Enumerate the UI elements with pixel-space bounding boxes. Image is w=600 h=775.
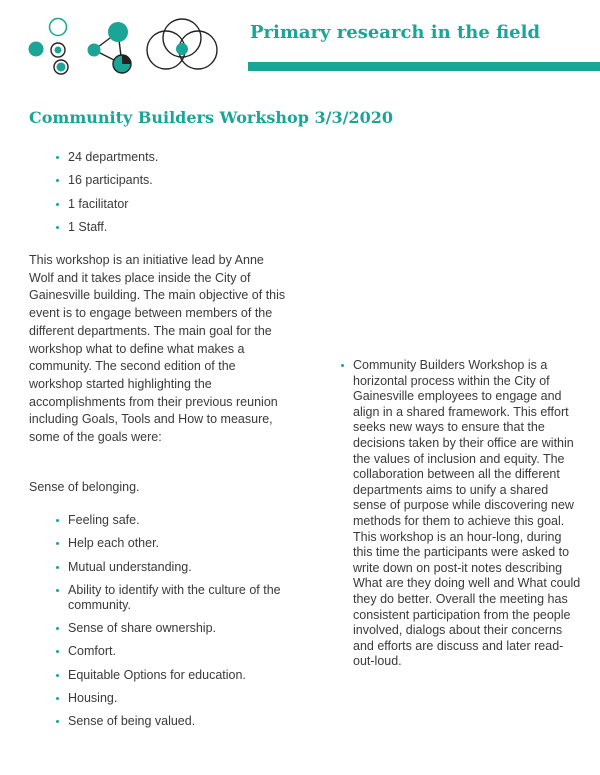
list-item: 1 facilitator <box>56 197 296 212</box>
workshop-description: Community Builders Workshop is a horizontal process within the City of Gainesville employees to engage and align in a shared framework. This effort seeks new ways to ensure that the decisions taken by their office are within the values of inclusion and equity. The collaboration between all the different departments aims to unify a shared sense of purpose while discovering new methods for them to achieve this goal. This workshop is an hour-long, during this time the participants were asked to write down on post-it notes describing What are they doing well and What could they do better. Overall the meeting has consistent participation from the people involved, dialogs about their concerns and efforts are discuss and later read-out-loud. <box>341 358 581 670</box>
page-title: Primary research in the field <box>250 22 541 43</box>
list-item: 16 participants. <box>56 173 296 188</box>
list-item: Comfort. <box>56 644 296 659</box>
header-accent-bar <box>248 62 600 71</box>
list-item: Sense of being valued. <box>56 714 296 729</box>
list-item: Equitable Options for education. <box>56 668 296 683</box>
list-item: Ability to identify with the culture of the community. <box>56 583 296 613</box>
stats-list <box>56 150 296 243</box>
list-item: Mutual understanding. <box>56 560 296 575</box>
workshop-description-list <box>341 358 581 670</box>
goals-list <box>56 513 296 738</box>
molecule-network-and-venn-circles-icon <box>22 16 222 82</box>
list-item: Help each other. <box>56 536 296 551</box>
list-item: Housing. <box>56 691 296 706</box>
intro-paragraph: This workshop is an initiative lead by Anne Wolf and it takes place inside the City of Gainesville building. The main objective of this event is to engage between members of the different departments. The main goal for the workshop what to define what makes a community. The second edition of the workshop started highlighting the accomplishments from their previous reunion including Goals, Tools and How to measure, some of the goals were: <box>29 253 286 445</box>
sense-of-belonging-heading: Sense of belonging. <box>29 480 140 494</box>
list-item: Sense of share ownership. <box>56 621 296 636</box>
list-item: Feeling safe. <box>56 513 296 528</box>
section-title: Community Builders Workshop 3/3/2020 <box>29 108 393 127</box>
list-item: 1 Staff. <box>56 220 296 235</box>
list-item: 24 departments. <box>56 150 296 165</box>
